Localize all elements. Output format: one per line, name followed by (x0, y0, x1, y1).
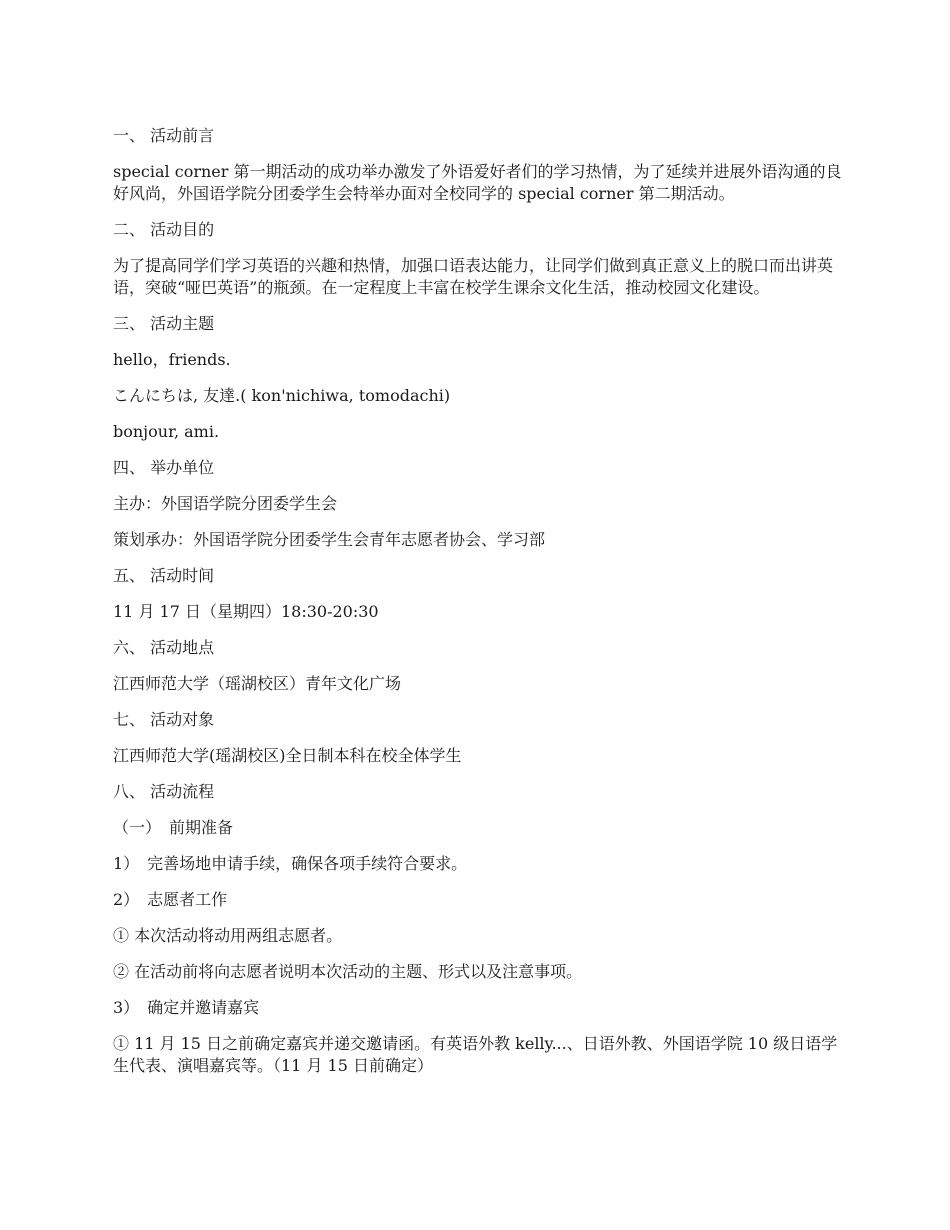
event-location: 江西师范大学（瑶湖校区）青年文化广场 (113, 674, 402, 693)
preface-text: special corner 第一期活动的成功举办激发了外语爱好者们的学习热情，为了延续并进展外语沟通的良好风尚，外国语学院分团委学生会特举办面对全校同学的 special corner 第二期活动。 (113, 162, 842, 203)
section-heading-purpose: 二、 活动目的 (113, 220, 215, 239)
section-heading-process: 八、 活动流程 (113, 782, 215, 801)
purpose-text: 为了提高同学们学习英语的兴趣和热情，加强口语表达能力，让同学们做到真正意义上的脱口而出讲英语，突破“哑巴英语”的瓶颈。在一定程度上丰富在校学生课余文化生活，推动校园文化建设。 (113, 256, 834, 297)
section-heading-theme: 三、 活动主题 (113, 314, 215, 333)
section-heading-time: 五、 活动时间 (113, 566, 215, 585)
volunteer-item-2: ② 在活动前将向志愿者说明本次活动的主题、形式以及注意事项。 (113, 962, 583, 981)
prep-item-1: 1） 完善场地申请手续，确保各项手续符合要求。 (113, 854, 468, 873)
document-body (113, 125, 843, 1091)
section-heading-organizers: 四、 举办单位 (113, 458, 215, 477)
event-audience: 江西师范大学(瑶湖校区)全日制本科在校全体学生 (113, 746, 462, 765)
prep-item-2: 2） 志愿者工作 (113, 890, 228, 909)
section-heading-preface: 一、 活动前言 (113, 126, 215, 145)
event-time: 11 月 17 日（星期四）18:30-20:30 (113, 602, 379, 621)
theme-japanese: こんにちは, 友達.( kon'nichiwa, tomodachi) (113, 386, 451, 405)
organizer-planner: 策划承办：外国语学院分团委学生会青年志愿者协会、学习部 (113, 530, 546, 549)
prep-item-3: 3） 确定并邀请嘉宾 (113, 998, 260, 1017)
section-heading-audience: 七、 活动对象 (113, 710, 215, 729)
subsection-preparation: （一） 前期准备 (113, 818, 234, 837)
guest-item-1: ① 11 月 15 日之前确定嘉宾并递交邀请函。有英语外教 kelly...、日语外教、外国语学院 10 级日语学生代表、演唱嘉宾等。（11 月 15 日前确定） (113, 1034, 838, 1075)
organizer-host: 主办：外国语学院分团委学生会 (113, 494, 338, 513)
volunteer-item-1: ① 本次活动将动用两组志愿者。 (113, 926, 343, 945)
theme-french: bonjour, ami. (113, 422, 220, 441)
section-heading-location: 六、 活动地点 (113, 638, 215, 657)
theme-english: hello，friends. (113, 350, 231, 369)
